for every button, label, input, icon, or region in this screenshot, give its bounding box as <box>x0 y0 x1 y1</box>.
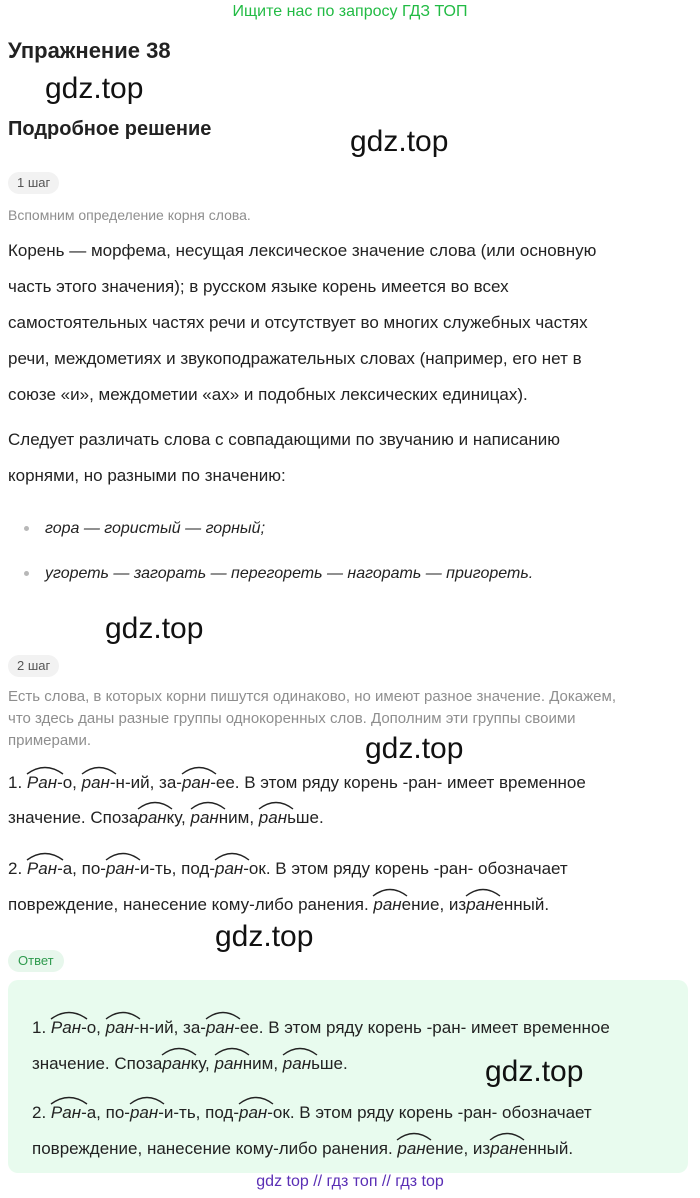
watermark: gdz.top <box>485 1055 584 1088</box>
homonym-note: Следует различать слова с совпадающими по звучанию и написанию корнями, но разными по значению: <box>8 430 560 485</box>
answer-group-2-line-2: повреждение, нанесение кому-либо ранения. ранение, из раненный. <box>32 1139 573 1159</box>
top-banner[interactable]: Ищите нас по запросу ГДЗ ТОП <box>232 3 468 20</box>
root-arc: ран <box>106 859 134 879</box>
exercise-title: Упражнение 38 <box>8 38 171 63</box>
list-item: угореть — загорать — перегореть — нагорать — пригореть. <box>24 565 533 583</box>
group-2-line-1: 2. Ран-а, по- ран-и-ть, под- ран-ок. В этом ряду корень -ран- обозначает <box>8 859 568 879</box>
step-1-badge: 1 шаг <box>8 172 59 194</box>
answer-group-1-line-1: 1. Ран-о, ран-н-ий, за- ран-ее. В этом ряду корень -ран- имеет временное <box>32 1018 610 1038</box>
root-arc: ран <box>215 1054 243 1074</box>
watermark: gdz.top <box>350 125 449 158</box>
root-arc: Ран <box>27 859 57 879</box>
watermark: gdz.top <box>215 920 314 953</box>
footer-links[interactable]: gdz top // гдз топ // гдз top <box>256 1173 444 1190</box>
root-arc: Ран <box>51 1018 81 1038</box>
root-arc: ран <box>490 1139 518 1159</box>
root-arc: Ран <box>51 1103 81 1123</box>
root-arc: ран <box>373 895 401 915</box>
watermark: gdz.top <box>365 732 464 765</box>
root-arc: ран <box>239 1103 267 1123</box>
step-1-hint: Вспомним определение корня слова. <box>8 207 251 223</box>
answer-badge: Ответ <box>8 950 64 972</box>
group-1-line-2: значение. Споза ранку, ранним, раньше. <box>8 808 324 828</box>
root-arc: ран <box>259 808 287 828</box>
root-arc: ран <box>130 1103 158 1123</box>
root-arc: Ран <box>27 773 57 793</box>
root-arc: ран <box>182 773 210 793</box>
root-arc: ран <box>82 773 110 793</box>
root-arc: ран <box>138 808 166 828</box>
answer-group-2-line-1: 2. Ран-а, по- ран-и-ть, под- ран-ок. В этом ряду корень -ран- обозначает <box>32 1103 592 1123</box>
root-arc: ран <box>191 808 219 828</box>
solution-title: Подробное решение <box>8 118 212 140</box>
list-item: гора — гористый — горный; <box>24 520 265 538</box>
step-2-badge: 2 шаг <box>8 655 59 677</box>
root-arc: ран <box>162 1054 190 1074</box>
root-arc: ран <box>106 1018 134 1038</box>
root-arc: ран <box>397 1139 425 1159</box>
root-arc: ран <box>215 859 243 879</box>
step-2-hint: Есть слова, в которых корни пишутся одинаково, но имеют разное значение. Докажем, что здесь даны разные группы однокоренных слов. Дополним эти группы своими примерами. <box>8 688 616 749</box>
group-1-line-1: 1. Ран-о, ран-н-ий, за- ран-ее. В этом ряду корень -ран- имеет временное <box>8 773 586 793</box>
answer-group-1-line-2: значение. Споза ранку, ранним, раньше. <box>32 1054 348 1074</box>
root-arc: ран <box>466 895 494 915</box>
group-2-line-2: повреждение, нанесение кому-либо ранения. ранение, из раненный. <box>8 895 549 915</box>
root-arc: ран <box>206 1018 234 1038</box>
root-definition: Корень — морфема, несущая лексическое значение слова (или основную часть этого значения); в русском языке корень имеется во всех самостоятельных частях речи и отсутствует во многих служебных частях речи, междометиях и звукоподражательных словах (например, его нет в союзе «и», междометии «ах» и подобных лексических единицах). <box>8 241 597 404</box>
watermark: gdz.top <box>45 72 144 105</box>
watermark: gdz.top <box>105 612 204 645</box>
root-arc: ран <box>283 1054 311 1074</box>
